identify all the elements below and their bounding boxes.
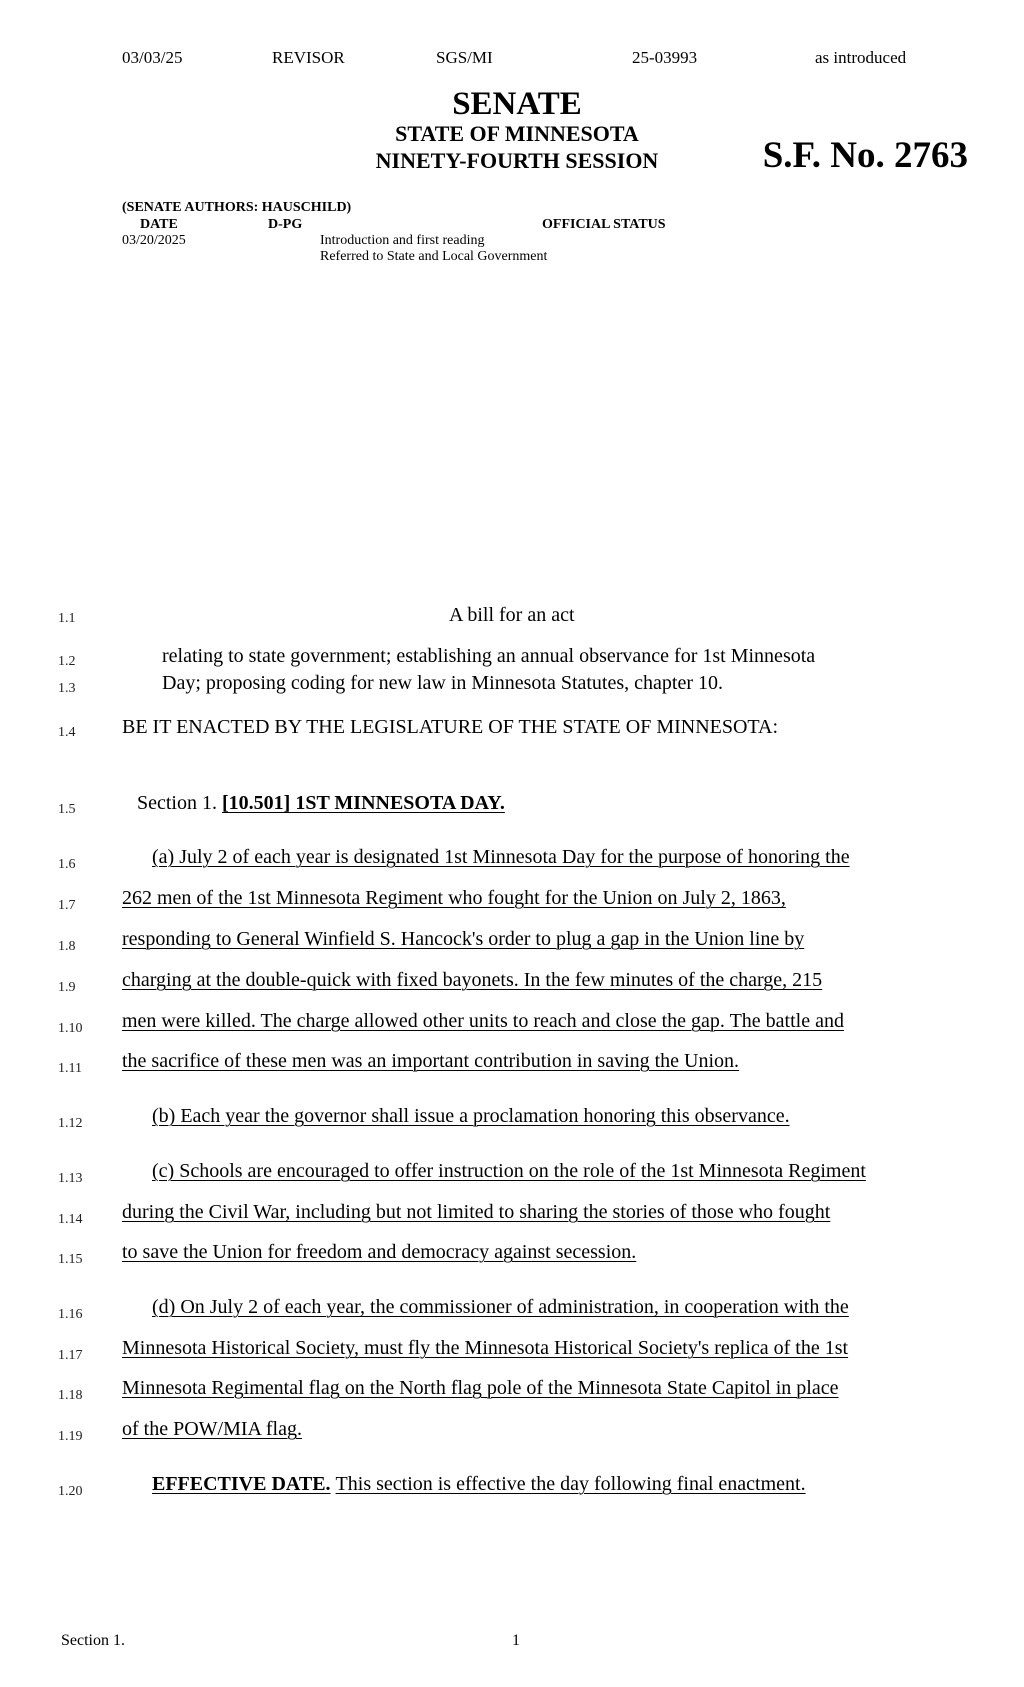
footer-section: Section 1.: [61, 1632, 125, 1649]
header-date: 03/03/25: [122, 48, 183, 67]
bill-title-text: relating to state government; establishing an annual observance for 1st Minnesota: [162, 645, 816, 667]
line-number: 1.12: [58, 1116, 83, 1131]
line-number: 1.20: [58, 1484, 83, 1499]
bill-text-line: the sacrifice of these men was an important contribution in saving the Union.: [122, 1050, 740, 1072]
line-number: 1.14: [58, 1212, 83, 1227]
status-col-dpg: D-PG: [268, 217, 303, 232]
file-number: S.F. No. 2763: [762, 135, 968, 176]
bill-text-line: Minnesota Regimental flag on the North flag pole of the Minnesota State Capitol in place: [122, 1377, 839, 1399]
bill-text-line: of the POW/MIA flag.: [122, 1418, 302, 1440]
session-title: NINETY-FOURTH SESSION: [375, 148, 659, 173]
section-heading: [137, 792, 505, 815]
line-number: 1.16: [58, 1307, 83, 1322]
line-number: 1.15: [58, 1252, 83, 1267]
line-number: 1.10: [58, 1021, 83, 1036]
bill-text-line: during the Civil War, including but not limited to sharing the stories of those who fought: [122, 1201, 831, 1223]
chamber-title: SENATE: [452, 86, 582, 122]
bill-text-line: responding to General Winfield S. Hancock's order to plug a gap in the Union line by: [122, 928, 805, 950]
bill-title-text: Day; proposing coding for new law in Minnesota Statutes, chapter 10.: [162, 672, 723, 694]
bill-text-line: (b) Each year the governor shall issue a proclamation honoring this observance.: [152, 1105, 790, 1127]
bill-text-line: to save the Union for freedom and democracy against secession.: [122, 1241, 637, 1263]
effective-date-text: This section is effective the day following final enactment.: [335, 1473, 806, 1495]
bill-text-line: (a) July 2 of each year is designated 1st Minnesota Day for the purpose of honoring the: [152, 846, 850, 868]
effective-date-label: EFFECTIVE DATE.: [152, 1473, 331, 1495]
bill-text-line: men were killed. The charge allowed other units to reach and close the gap. The battle and: [122, 1010, 844, 1032]
bill-text-line: (c) Schools are encouraged to offer instruction on the role of the 1st Minnesota Regiment: [152, 1160, 866, 1182]
header-revisor: REVISOR: [272, 48, 345, 67]
header-code: SGS/MI: [436, 48, 493, 67]
bill-text-line: charging at the double-quick with fixed bayonets. In the few minutes of the charge, 215: [122, 969, 823, 991]
line-number: 1.8: [58, 939, 76, 954]
line-number: 1.2: [58, 654, 76, 669]
bill-text-line: (d) On July 2 of each year, the commissioner of administration, in cooperation with the: [152, 1296, 849, 1318]
section-title: [10.501] 1ST MINNESOTA DAY.: [222, 792, 505, 814]
line-number: 1.3: [58, 681, 76, 696]
line-number: 1.18: [58, 1388, 83, 1403]
status-col-date: DATE: [140, 217, 178, 232]
status-row-action-2: Referred to State and Local Government: [320, 249, 548, 264]
header-status: as introduced: [815, 48, 907, 67]
line-number: 1.6: [58, 857, 76, 872]
line-number: 1.1: [58, 611, 76, 626]
section-label: Section 1.: [137, 792, 222, 814]
state-title: STATE OF MINNESOTA: [395, 121, 639, 146]
status-row-action-1: Introduction and first reading: [320, 233, 485, 248]
status-col-official: OFFICIAL STATUS: [542, 217, 666, 232]
line-number: 1.19: [58, 1429, 83, 1444]
enacting-clause: BE IT ENACTED BY THE LEGISLATURE OF THE STATE OF MINNESOTA:: [122, 716, 779, 738]
header-doc-number: 25-03993: [632, 48, 698, 67]
line-number: 1.9: [58, 980, 76, 995]
line-number: 1.4: [58, 725, 76, 740]
line-number: 1.17: [58, 1348, 83, 1363]
status-row-date: 03/20/2025: [122, 233, 186, 248]
senate-authors: (SENATE AUTHORS: HAUSCHILD): [122, 200, 352, 215]
bill-text-line: 262 men of the 1st Minnesota Regiment who fought for the Union on July 2, 1863,: [122, 887, 786, 909]
bill-heading: A bill for an act: [449, 604, 575, 626]
page-number: 1: [512, 1632, 520, 1649]
line-number: 1.5: [58, 802, 76, 817]
line-number: 1.11: [58, 1061, 82, 1076]
bill-text-line: Minnesota Historical Society, must fly the Minnesota Historical Society's replica of the 1st: [122, 1337, 849, 1359]
line-number: 1.13: [58, 1171, 83, 1186]
line-number: 1.7: [58, 898, 76, 913]
effective-date-line: [152, 1473, 806, 1496]
